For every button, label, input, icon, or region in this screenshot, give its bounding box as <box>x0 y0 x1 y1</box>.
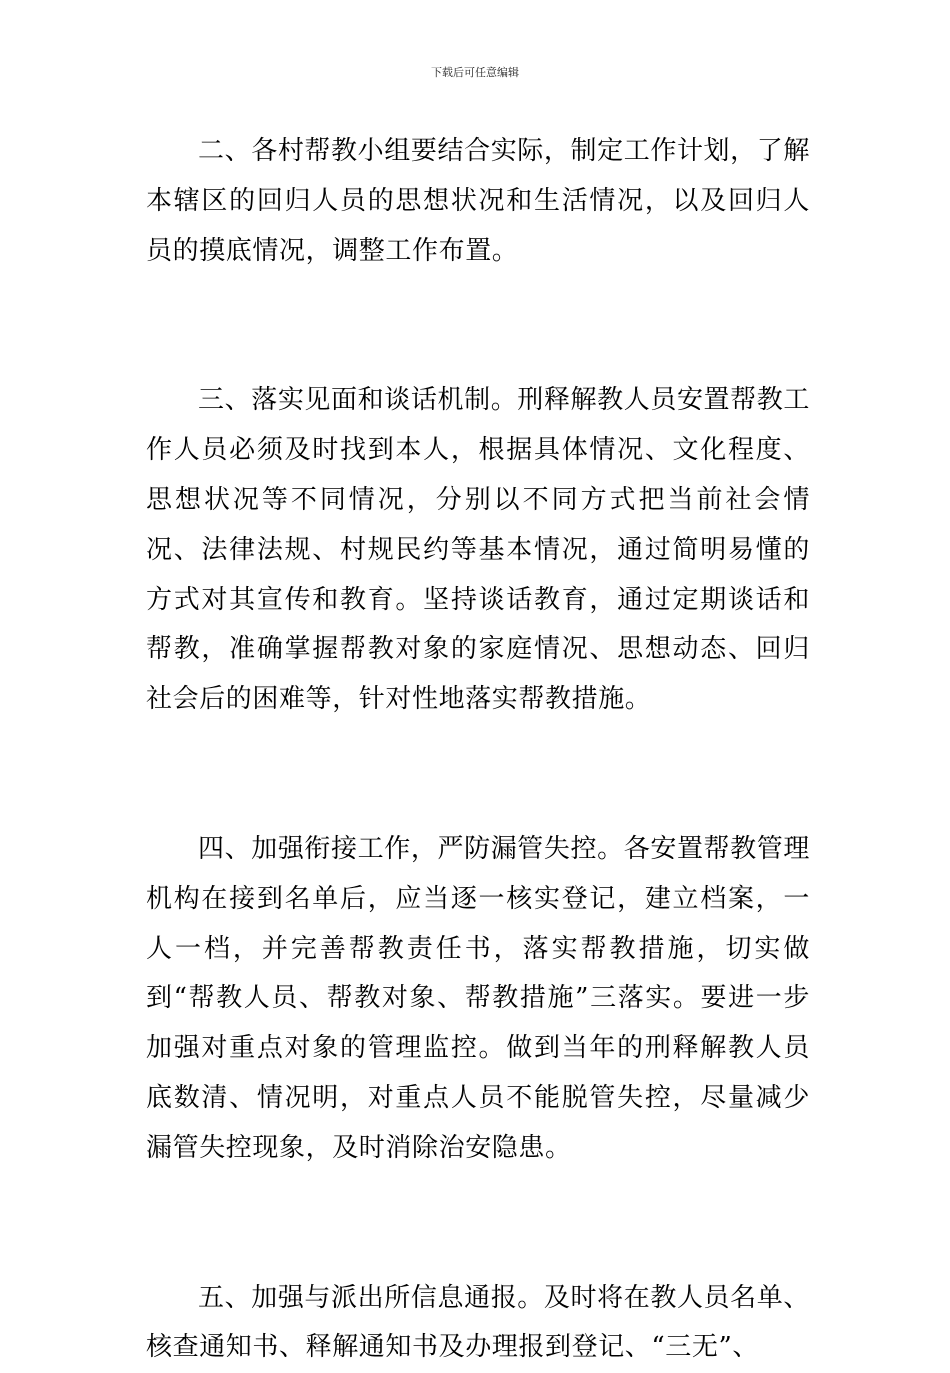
document-body <box>146 127 810 1373</box>
paragraph-4: 四、加强衔接工作，严防漏管失控。各安置帮教管理机构在接到名单后，应当逐一核实登记，建立档案，一人一档，并完善帮教责任书，落实帮教措施，切实做到“帮教人员、帮教对象、帮教措施”三落实。要进一步加强对重点对象的管理监控。做到当年的刑释解教人员底数清、情况明，对重点人员不能脱管失控，尽量减少漏管失控现象，及时消除治安隐患。 <box>146 833 810 1163</box>
paragraph-5: 五、加强与派出所信息通报。及时将在教人员名单、核查通知书、释解通知书及办理报到登记、“三无”、 <box>146 1282 810 1363</box>
paragraph-2: 二、各村帮教小组要结合实际，制定工作计划，了解本辖区的回归人员的思想状况和生活情况，以及回归人员的摸底情况，调整工作布置。 <box>146 136 810 266</box>
header-note: 下载后可任意编辑 <box>431 66 519 79</box>
paragraph-3: 三、落实见面和谈话机制。刑释解教人员安置帮教工作人员必须及时找到本人，根据具体情况、文化程度、思想状况等不同情况，分别以不同方式把当前社会情况、法律法规、村规民约等基本情况，通过简明易懂的方式对其宣传和教育。坚持谈话教育，通过定期谈话和帮教，准确掌握帮教对象的家庭情况、思想动态、回归社会后的困难等，针对性地落实帮教措施。 <box>146 385 810 715</box>
